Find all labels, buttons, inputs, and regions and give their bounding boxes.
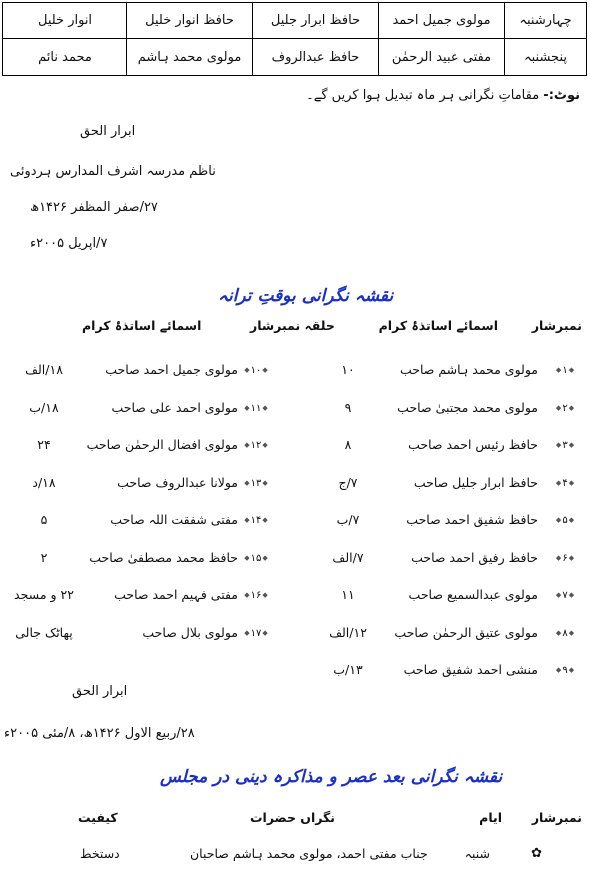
serial-badge — [552, 661, 578, 679]
signature2-name: ابرار الحق — [72, 684, 128, 699]
serial-badge — [243, 361, 269, 379]
teacher-name: مولوی افضال الرحمٰن صاحب — [86, 437, 238, 452]
teacher-name: مولوی محمد مجتبیٰ صاحب — [397, 400, 538, 415]
note-text: مقاماتِ نگرانی ہر ماہ تبدیل ہوا کریں گے۔ — [306, 88, 540, 103]
teacher-name: مفتی فہیم احمد صاحب — [114, 587, 238, 602]
serial-badge — [243, 474, 269, 492]
duty-cell: حافظ انوار خلیل — [126, 3, 252, 38]
halqa-number: ۷/ج — [338, 475, 358, 490]
duty-cell: حافظ ابرار جلیل — [252, 3, 378, 38]
serial-number: ◆ ۵ — [562, 514, 568, 526]
serial-badge — [243, 586, 269, 604]
halqa-number: ۲۲ و مسجد — [14, 587, 74, 602]
serial-badge — [243, 399, 269, 417]
teacher-name: مولوی بلال صاحب — [142, 625, 238, 640]
serial-number: ◆ ۸ — [562, 627, 568, 639]
duty-day: چہارشنبہ — [504, 3, 586, 38]
signature-date-greg: ۷/اپریل ۲۰۰۵ء — [30, 236, 108, 251]
duty-cell: حافظ عبدالروف — [252, 39, 378, 75]
header-teacher-2: اسمائے اساتذۂ کرام — [82, 318, 202, 333]
teacher-name: مولانا عبدالروف صاحب — [117, 475, 238, 490]
serial-number: ◆ ۶ — [562, 552, 568, 564]
serial-number: ◆ ۱۲ — [250, 439, 262, 451]
row2-supervisors: جناب مفتی احمد، مولوی محمد ہاشم صاحبان — [190, 846, 428, 861]
header-serial: نمبرشار — [531, 318, 582, 333]
halqa-number: ۹ — [344, 400, 352, 415]
duty-day: پنجشنبہ — [504, 39, 586, 75]
serial-badge — [552, 549, 578, 567]
halqa-number: ۷/ب — [336, 512, 360, 527]
serial-number: ◆ ۴ — [562, 477, 568, 489]
teacher-name: مولوی محمد ہاشم صاحب — [399, 362, 538, 377]
teacher-name: مولوی جمیل احمد صاحب — [105, 362, 238, 377]
serial-number: ◆ ۱۳ — [250, 477, 262, 489]
duty-cell: مولوی جمیل احمد — [378, 3, 504, 38]
teacher-name: حافظ شفیق احمد صاحب — [406, 512, 538, 527]
serial-badge — [243, 549, 269, 567]
teacher-name: منشی احمد شفیق صاحب — [403, 662, 538, 677]
serial-number: ◆ ۱۴ — [250, 514, 262, 526]
flower-icon: ✿ — [531, 846, 542, 861]
duty-table — [2, 2, 587, 76]
serial-number: ◆ ۹ — [562, 664, 568, 676]
halqa-number: ۵ — [40, 512, 48, 527]
serial-badge — [552, 586, 578, 604]
serial-badge — [243, 624, 269, 642]
serial-number: ◆ ۲ — [562, 402, 568, 414]
serial-badge — [552, 624, 578, 642]
duty-cell: مولوی محمد ہاشم — [126, 39, 252, 75]
serial-badge — [243, 511, 269, 529]
serial-badge — [552, 436, 578, 454]
teacher-name: حافظ ابرار جلیل صاحب — [413, 475, 538, 490]
teacher-name: مولوی احمد علی صاحب — [111, 400, 238, 415]
header2-status: کیفیت — [78, 810, 118, 825]
note — [306, 88, 580, 103]
halqa-number: ۱۰ — [341, 362, 355, 377]
header2-supervisors: نگراں حضرات — [250, 810, 335, 825]
note-label: نوٹ:- — [543, 88, 580, 103]
header-halqa: حلقہ نمبرشار — [250, 318, 335, 333]
halqa-number: ۸ — [344, 437, 352, 452]
halqa-number: ۱۸/ب — [29, 400, 59, 415]
signature-title: ناظم مدرسہ اشرف المدارس ہردوئی — [10, 164, 216, 179]
section-title: نقشہ نگرانی بوقتِ ترانہ — [218, 286, 394, 306]
halqa-number: ۱۳/ب — [333, 662, 363, 677]
teacher-name: مولوی عبدالسمیع صاحب — [408, 587, 538, 602]
serial-number: ◆ ۱۱ — [250, 402, 262, 414]
serial-badge — [552, 474, 578, 492]
halqa-number: پھاٹک جالی — [15, 625, 73, 640]
signature-name: ابرار الحق — [80, 124, 136, 139]
serial-number: ◆ ۱ — [562, 364, 568, 376]
duty-row — [3, 39, 586, 75]
halqa-number: ۲ — [40, 550, 48, 565]
serial-badge — [552, 399, 578, 417]
halqa-number: ۱۲/الف — [329, 625, 367, 640]
serial-badge — [552, 511, 578, 529]
teacher-name: حافظ رئیس احمد صاحب — [408, 437, 538, 452]
teacher-name: حافظ رفیق احمد صاحب — [411, 550, 538, 565]
halqa-number: ۲۴ — [37, 437, 51, 452]
halqa-number: ۱۱ — [341, 587, 355, 602]
serial-number: ◆ ۱۵ — [250, 552, 262, 564]
signature2-date: ۲۸/ربیع الاول ۱۴۲۶ھ، ۸/مئی ۲۰۰۵ء — [4, 726, 195, 741]
section2-title: نقشہ نگرانی بعد عصر و مذاکرہ دینی در مجلس — [160, 767, 503, 787]
serial-number: ◆ ۱۷ — [250, 627, 262, 639]
duty-cell: انوار خلیل — [37, 13, 93, 28]
serial-number: ◆ ۷ — [562, 589, 568, 601]
header2-serial: نمبرشار — [531, 810, 582, 825]
teacher-name: مفتی شفقت اللہ صاحب — [110, 512, 238, 527]
serial-number: ◆ ۱۰ — [250, 364, 262, 376]
serial-number: ◆ ۳ — [562, 439, 568, 451]
signature-date-hijri: ۲۷/صفر المظفر ۱۴۲۶ھ — [30, 200, 158, 215]
halqa-number: ۱۸/د — [32, 475, 56, 490]
row2-status: دستخط — [80, 846, 120, 861]
halqa-number: ۱۸/الف — [25, 362, 63, 377]
duty-cell: محمد نائم — [38, 49, 92, 65]
halqa-number: ۷/الف — [332, 550, 364, 565]
serial-badge — [243, 436, 269, 454]
row2-day: شنبہ — [464, 846, 490, 861]
duty-cell: مفتی عبید الرحمٰن — [378, 39, 504, 75]
header-teacher: اسمائے اساتذۂ کرام — [378, 318, 498, 333]
header2-days: ایام — [479, 810, 502, 825]
duty-row — [3, 3, 586, 39]
teacher-name: حافظ محمد مصطفیٰ صاحب — [89, 550, 238, 565]
teacher-name: مولوی عتیق الرحمٰن صاحب — [394, 625, 538, 640]
serial-number: ◆ ۱۶ — [250, 589, 262, 601]
serial-badge — [552, 361, 578, 379]
